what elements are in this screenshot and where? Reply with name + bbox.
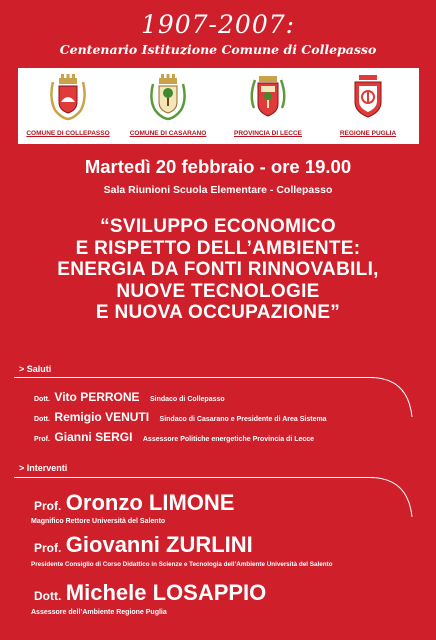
- person-name: Oronzo LIMONE: [65, 490, 235, 515]
- logo-lecce: [218, 72, 318, 142]
- saluti-person: [34, 388, 225, 406]
- theme-line: E NUOVA OCCUPAZIONE”: [95, 302, 341, 323]
- saluti-person: [34, 428, 314, 446]
- person-name: Vito PERRONE: [54, 390, 140, 404]
- interventi-heading: > Interventi: [19, 463, 68, 473]
- logo-puglia: [318, 72, 418, 142]
- logo-label: COMUNE DI CASARANO: [129, 130, 207, 137]
- saluti-person: [34, 408, 327, 426]
- person-title: Dott.: [34, 416, 50, 423]
- person-title: Prof.: [34, 436, 50, 443]
- person-name: Gianni SERGI: [54, 430, 133, 444]
- person-title: Dott.: [34, 589, 62, 603]
- person-title: Prof.: [34, 541, 62, 555]
- casarano-crest-icon: [145, 72, 191, 122]
- logo-label: REGIONE PUGLIA: [339, 130, 397, 137]
- person-role: Sindaco di Collepasso: [149, 396, 225, 403]
- puglia-crest-icon: [345, 72, 391, 122]
- person-title: Dott.: [34, 396, 50, 403]
- logo-label: PROVINCIA DI LECCE: [233, 130, 302, 137]
- person-title: Prof.: [34, 499, 62, 513]
- person-name: Michele LOSAPPIO: [65, 580, 267, 605]
- theme-line: E RISPETTO DELL’AMBIENTE:: [75, 237, 361, 259]
- interventi-person: [34, 490, 234, 516]
- centenary-subtitle: Centenario Istituzione Comune di Collepasso: [59, 42, 377, 57]
- logo-casarano: [118, 72, 218, 142]
- person-role: Presidente Consiglio di Corso Didattico in Scienze e Tecnologia dell’Ambiente Università del Salento: [31, 561, 333, 568]
- person-role: Assessore dell’Ambiente Regione Puglia: [31, 609, 167, 616]
- logo-label: COMUNE DI COLLEPASSO: [26, 130, 110, 137]
- saluti-divider: [14, 377, 374, 378]
- interventi-divider-curve: [370, 477, 420, 537]
- header: [0, 0, 436, 70]
- event-date: Martedì 20 febbraio - ore 19.00: [84, 156, 352, 177]
- interventi-person: [34, 532, 253, 558]
- person-role: Sindaco di Casarano e Presidente di Area Sistema: [159, 416, 327, 423]
- event-venue: Sala Riunioni Scuola Elementare - Collepasso: [103, 184, 333, 196]
- saluti-divider-curve: [370, 377, 420, 437]
- event-theme: [0, 216, 436, 324]
- person-role: Magnifico Rettore Università del Salento: [31, 518, 166, 525]
- interventi-divider: [14, 477, 374, 478]
- person-role: Assessore Politiche energetiche Provincia di Lecce: [142, 436, 315, 443]
- person-name: Giovanni ZURLINI: [65, 532, 253, 557]
- logo-strip: [18, 68, 419, 144]
- theme-line: ENERGIA DA FONTI RINNOVABILI,: [57, 259, 379, 280]
- logo-collepasso: [18, 72, 118, 142]
- lecce-crest-icon: [245, 72, 291, 122]
- centenary-years: 1907-2007:: [140, 10, 296, 39]
- collepasso-crest-icon: [45, 72, 91, 122]
- theme-line: “SVILUPPO ECONOMICO: [100, 216, 336, 237]
- theme-line: NUOVE TECNOLOGIE: [116, 280, 320, 302]
- interventi-person: [34, 580, 266, 606]
- person-name: Remigio VENUTI: [54, 410, 150, 424]
- saluti-heading: > Saluti: [19, 364, 52, 374]
